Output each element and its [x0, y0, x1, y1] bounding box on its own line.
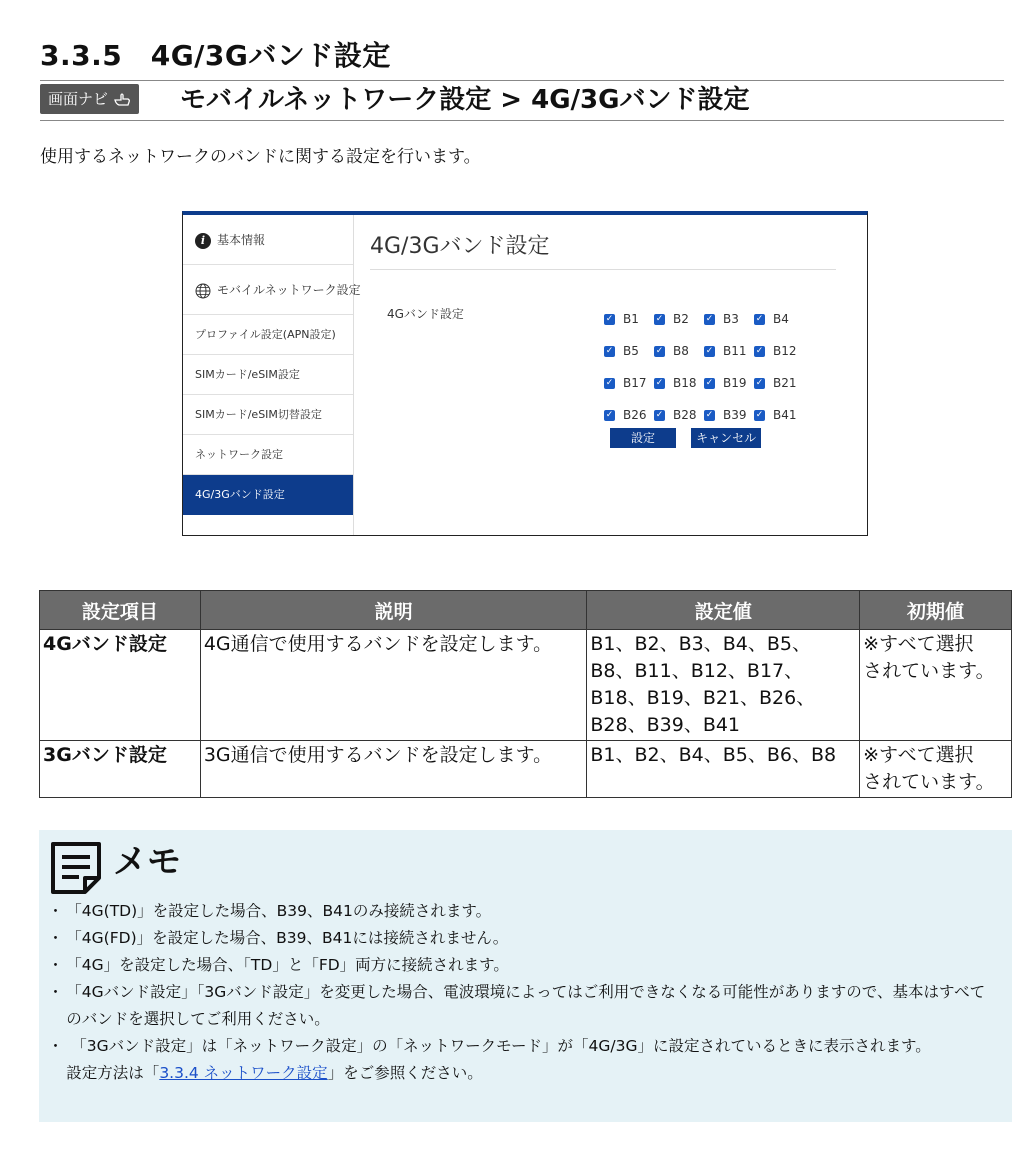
band-checkbox-b2[interactable] [654, 312, 704, 326]
band-label: B41 [773, 408, 797, 422]
checkbox-checked-icon[interactable]: ✓ [755, 409, 764, 420]
checkbox-checked-icon[interactable]: ✓ [705, 313, 714, 324]
settings-screenshot [182, 211, 868, 536]
checkbox-checked-icon[interactable]: ✓ [655, 409, 664, 420]
band-checkbox-b26[interactable] [604, 408, 654, 422]
table-row [40, 741, 1012, 798]
band-checkbox-b5[interactable] [604, 344, 654, 358]
band-label: B12 [773, 344, 797, 358]
cancel-button[interactable]: キャンセル [691, 428, 761, 448]
band-label: B21 [773, 376, 797, 390]
band-label: B8 [673, 344, 689, 358]
checkbox-checked-icon[interactable]: ✓ [705, 409, 714, 420]
memo-list [57, 898, 997, 1087]
memo-box [39, 830, 1012, 1122]
sidebar-item-label: SIMカード/eSIM切替設定 [195, 408, 322, 421]
band-label: B17 [623, 376, 647, 390]
sidebar-item-band[interactable] [183, 475, 353, 515]
table-cell [587, 630, 860, 741]
band-row [604, 335, 844, 367]
checkbox-checked-icon[interactable]: ✓ [655, 313, 664, 324]
checkbox-checked-icon[interactable]: ✓ [655, 345, 664, 356]
band-row [604, 367, 844, 399]
checkbox-checked-icon[interactable]: ✓ [605, 409, 614, 420]
cell-line: B18、B19、B21、B26、 [590, 687, 816, 709]
band-checkbox-grid [604, 303, 844, 431]
column-header: 設定値 [587, 591, 860, 630]
band-label: B4 [773, 312, 789, 326]
sidebar-item-profile[interactable] [183, 315, 353, 355]
settings-table [39, 590, 1012, 798]
memo-icon [49, 840, 103, 896]
table-cell [860, 741, 1012, 798]
globe-icon [195, 283, 211, 299]
sidebar-item-basic-info[interactable] [183, 215, 353, 265]
sidebar-item-network[interactable] [183, 435, 353, 475]
cell-line: ※すべて選択 [863, 744, 974, 766]
cell-line: されています。 [863, 660, 995, 682]
band-label: B1 [623, 312, 639, 326]
memo-note [57, 1033, 997, 1087]
band-checkbox-b39[interactable] [704, 408, 754, 422]
table-cell: 4Gバンド設定 [40, 630, 201, 741]
table-cell: 3G通信で使用するバンドを設定します。 [200, 741, 587, 798]
band-label: B18 [673, 376, 697, 390]
memo-note: ・ 「4Gバンド設定」「3Gバンド設定」を変更した場合、電波環境によってはご利用できなくなる可能性がありますので、基本はすべてのバンドを選択してご利用ください。 [57, 979, 997, 1033]
band-setting-label: 4Gバンド設定 [387, 307, 464, 321]
band-checkbox-b18[interactable] [654, 376, 704, 390]
sidebar-item-label: プロファイル設定(APN設定) [195, 328, 336, 341]
band-checkbox-b17[interactable] [604, 376, 654, 390]
screen-navi [40, 82, 1004, 121]
sidebar-item-label: SIMカード/eSIM設定 [195, 368, 300, 381]
checkbox-checked-icon[interactable]: ✓ [655, 377, 664, 388]
cell-line: ※すべて選択 [863, 633, 974, 655]
cell-line: B1、B2、B3、B4、B5、 [590, 633, 812, 655]
settings-title: 4G/3Gバンド設定 [370, 234, 550, 259]
band-checkbox-b41[interactable] [754, 408, 804, 422]
sidebar-item-label: 4G/3Gバンド設定 [195, 488, 285, 501]
table-row [40, 630, 1012, 741]
table-header-row [40, 591, 1012, 630]
band-row [604, 303, 844, 335]
checkbox-checked-icon[interactable]: ✓ [755, 377, 764, 388]
memo-note: ・ 「4G(TD)」を設定した場合、B39、B41のみ接続されます。 [57, 898, 997, 925]
band-label: B28 [673, 408, 697, 422]
checkbox-checked-icon[interactable]: ✓ [605, 313, 614, 324]
sidebar-item-label: モバイルネットワーク設定 [217, 283, 361, 297]
band-label: B2 [673, 312, 689, 326]
table-cell [860, 630, 1012, 741]
checkbox-checked-icon[interactable]: ✓ [755, 313, 764, 324]
band-checkbox-b21[interactable] [754, 376, 804, 390]
band-checkbox-b28[interactable] [654, 408, 704, 422]
column-header: 設定項目 [40, 591, 201, 630]
memo-note-text: 設定方法は「 [66, 1064, 160, 1082]
checkbox-checked-icon[interactable]: ✓ [605, 345, 614, 356]
band-label: B5 [623, 344, 639, 358]
form-buttons [610, 427, 771, 448]
band-checkbox-b11[interactable] [704, 344, 754, 358]
table-cell: 3Gバンド設定 [40, 741, 201, 798]
checkbox-checked-icon[interactable]: ✓ [755, 345, 764, 356]
navi-badge: 画面ナビ [40, 84, 139, 114]
band-checkbox-b1[interactable] [604, 312, 654, 326]
sidebar-item-label: ネットワーク設定 [195, 448, 283, 461]
cell-line: B28、B39、B41 [590, 714, 741, 736]
checkbox-checked-icon[interactable]: ✓ [705, 345, 714, 356]
band-checkbox-b8[interactable] [654, 344, 704, 358]
band-label: B19 [723, 376, 747, 390]
sidebar-item-sim-switch[interactable] [183, 395, 353, 435]
table-cell [587, 741, 860, 798]
checkbox-checked-icon[interactable]: ✓ [705, 377, 714, 388]
sidebar-item-mobile-network[interactable] [183, 265, 361, 315]
band-label: B26 [623, 408, 647, 422]
cell-line: B8、B11、B12、B17、 [590, 660, 804, 682]
sidebar-item-label: 基本情報 [217, 233, 266, 247]
checkbox-checked-icon[interactable]: ✓ [605, 377, 614, 388]
navi-path: モバイルネットワーク設定 > 4G/3Gバンド設定 [180, 85, 750, 115]
band-checkbox-b4[interactable] [754, 312, 804, 326]
divider [370, 269, 836, 270]
band-checkbox-b19[interactable] [704, 376, 754, 390]
set-button[interactable]: 設定 [610, 428, 676, 448]
memo-title: メモ [113, 842, 181, 882]
cell-line: B1、B2、B4、B5、B6、B8 [590, 744, 837, 766]
band-label: B39 [723, 408, 747, 422]
band-label: B11 [723, 344, 747, 358]
table-cell: 4G通信で使用するバンドを設定します。 [200, 630, 587, 741]
band-checkbox-b3[interactable] [704, 312, 754, 326]
band-label: B3 [723, 312, 739, 326]
memo-note: ・ 「4G」を設定した場合、「TD」と「FD」両方に接続されます。 [57, 952, 997, 979]
section-title: 3.3.5 4G/3Gバンド設定 [40, 34, 1004, 81]
sidebar-item-sim[interactable] [183, 355, 353, 395]
intro-text: 使用するネットワークのバンドに関する設定を行います。 [40, 147, 481, 167]
memo-note-text: 」をご参照ください。 [327, 1064, 483, 1082]
pointing-hand-icon [113, 92, 131, 106]
memo-note: ・ 「4G(FD)」を設定した場合、B39、B41には接続されません。 [57, 925, 997, 952]
column-header: 初期値 [860, 591, 1012, 630]
network-setting-link[interactable]: 3.3.4 ネットワーク設定 [159, 1064, 328, 1082]
band-checkbox-b12[interactable] [754, 344, 804, 358]
column-header: 説明 [200, 591, 587, 630]
settings-sidebar [183, 215, 361, 535]
cell-line: されています。 [863, 771, 995, 793]
info-icon: i [195, 233, 211, 249]
memo-note-text: 「3Gバンド設定」は「ネットワーク設定」の「ネットワークモード」が「4G/3G」に設定されているときに表示されます。 [71, 1037, 931, 1055]
